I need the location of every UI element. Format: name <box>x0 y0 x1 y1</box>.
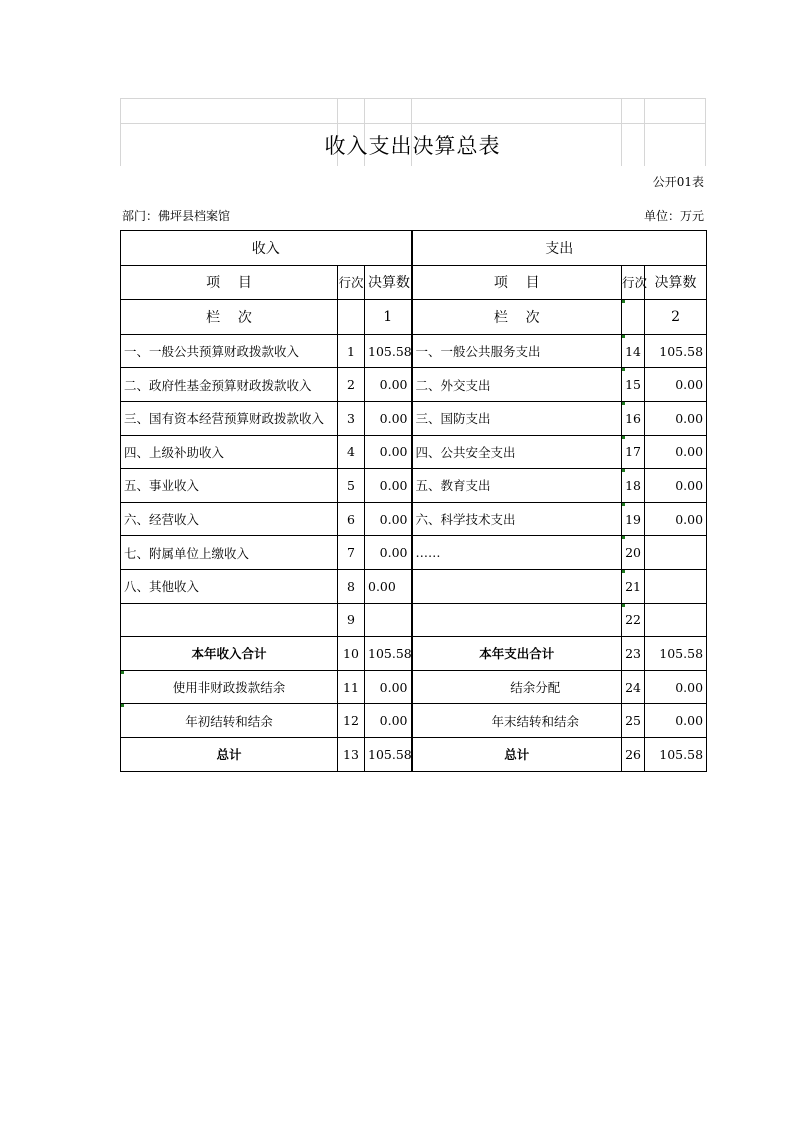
unit-label: 单位：万元 <box>643 209 704 223</box>
expense-rowno-cell: 25 <box>622 704 645 738</box>
expense-item-cell: 结余分配 <box>412 670 622 704</box>
expense-item-cell: …… <box>412 536 622 570</box>
income-rowno-cell: 12 <box>338 704 365 738</box>
income-rowno-cell: 13 <box>338 737 365 771</box>
expense-item-cell: 本年支出合计 <box>412 637 622 671</box>
department-label: 部门：佛坪县档案馆 <box>122 209 231 223</box>
expense-item-cell: 一、一般公共服务支出 <box>412 334 622 368</box>
table-row <box>121 502 707 536</box>
expense-amount-cell <box>645 536 707 570</box>
income-rowno-cell: 9 <box>338 603 365 637</box>
income-rowno-cell: 10 <box>338 637 365 671</box>
income-amount-cell: 0.00 <box>365 435 412 469</box>
expense-item-cell <box>412 569 622 603</box>
expense-rowno-cell: 20 <box>622 536 645 570</box>
total-row <box>121 737 707 771</box>
expense-rowno-cell: 19 <box>622 502 645 536</box>
income-rowno-cell: 5 <box>338 469 365 503</box>
total-row <box>121 704 707 738</box>
table-row <box>121 603 707 637</box>
income-item-cell: 七、附属单位上缴收入 <box>121 536 338 570</box>
total-row <box>121 637 707 671</box>
income-item-cell <box>121 603 338 637</box>
table-row <box>121 368 707 402</box>
expense-item-cell: 二、外交支出 <box>412 368 622 402</box>
expense-amount-cell: 0.00 <box>645 704 707 738</box>
expense-rowno-cell: 24 <box>622 670 645 704</box>
expense-item-cell: 五、教育支出 <box>412 469 622 503</box>
table-row <box>121 435 707 469</box>
income-rowno-header: 行次 <box>338 265 365 300</box>
income-item-cell: 三、国有资本经营预算财政拨款收入 <box>121 401 338 435</box>
income-item-cell: 五、事业收入 <box>121 469 338 503</box>
expense-rowno-cell: 15 <box>622 368 645 402</box>
expense-column-blank <box>622 300 645 335</box>
income-amount-cell: 0.00 <box>365 569 412 603</box>
income-amount-cell: 0.00 <box>365 368 412 402</box>
income-item-cell: 本年收入合计 <box>121 637 338 671</box>
column-header-row <box>121 265 707 300</box>
expense-column-number: 2 <box>645 300 707 335</box>
expense-item-cell: 六、科学技术支出 <box>412 502 622 536</box>
expense-rowno-cell: 17 <box>622 435 645 469</box>
table-row <box>121 401 707 435</box>
expense-rowno-cell: 16 <box>622 401 645 435</box>
income-item-cell: 六、经营收入 <box>121 502 338 536</box>
income-amount-cell: 105.58 <box>365 334 412 368</box>
expense-rowno-header: 行次 <box>622 265 645 300</box>
form-number: 公开01表 <box>652 175 704 189</box>
income-amount-cell: 0.00 <box>365 670 412 704</box>
expense-amount-cell: 0.00 <box>645 368 707 402</box>
total-row <box>121 670 707 704</box>
expense-rowno-cell: 21 <box>622 569 645 603</box>
income-rowno-cell: 4 <box>338 435 365 469</box>
column-index-row <box>121 300 707 335</box>
income-amount-cell: 0.00 <box>365 401 412 435</box>
income-column-label: 栏 次 <box>121 300 338 335</box>
table-row <box>121 334 707 368</box>
income-rowno-cell: 8 <box>338 569 365 603</box>
income-group-header: 收入 <box>121 231 412 266</box>
expense-column-label: 栏 次 <box>412 300 622 335</box>
expense-amount-cell: 105.58 <box>645 637 707 671</box>
table-row <box>121 569 707 603</box>
income-item-cell: 使用非财政拨款结余 <box>121 670 338 704</box>
income-item-cell: 一、一般公共预算财政拨款收入 <box>121 334 338 368</box>
income-rowno-cell: 11 <box>338 670 365 704</box>
income-rowno-cell: 7 <box>338 536 365 570</box>
expense-item-header: 项 目 <box>412 265 622 300</box>
income-rowno-cell: 3 <box>338 401 365 435</box>
group-header-row <box>121 231 707 266</box>
expense-item-cell <box>412 603 622 637</box>
income-amount-cell: 105.58 <box>365 637 412 671</box>
expense-amount-cell: 0.00 <box>645 435 707 469</box>
expense-amount-cell <box>645 569 707 603</box>
expense-amount-cell: 0.00 <box>645 401 707 435</box>
income-item-cell: 总计 <box>121 737 338 771</box>
table-row <box>121 469 707 503</box>
income-item-cell: 二、政府性基金预算财政拨款收入 <box>121 368 338 402</box>
table-row <box>121 536 707 570</box>
income-item-cell: 四、上级补助收入 <box>121 435 338 469</box>
income-amount-cell: 0.00 <box>365 502 412 536</box>
page-title: 收入支出决算总表 <box>324 134 501 158</box>
expense-amount-cell: 0.00 <box>645 502 707 536</box>
income-rowno-cell: 6 <box>338 502 365 536</box>
income-amount-cell <box>365 603 412 637</box>
budget-summary-table <box>120 230 707 772</box>
expense-amount-cell: 0.00 <box>645 469 707 503</box>
income-item-cell: 八、其他收入 <box>121 569 338 603</box>
income-column-blank <box>338 300 365 335</box>
income-column-number: 1 <box>365 300 412 335</box>
expense-rowno-cell: 22 <box>622 603 645 637</box>
expense-item-cell: 三、国防支出 <box>412 401 622 435</box>
expense-rowno-cell: 14 <box>622 334 645 368</box>
expense-rowno-cell: 23 <box>622 637 645 671</box>
income-item-cell: 年初结转和结余 <box>121 704 338 738</box>
income-amount-cell: 105.58 <box>365 737 412 771</box>
expense-rowno-cell: 26 <box>622 737 645 771</box>
expense-amount-cell: 0.00 <box>645 670 707 704</box>
expense-item-cell: 总计 <box>412 737 622 771</box>
expense-rowno-cell: 18 <box>622 469 645 503</box>
expense-amount-header: 决算数 <box>645 265 707 300</box>
income-rowno-cell: 2 <box>338 368 365 402</box>
expense-item-cell: 四、公共安全支出 <box>412 435 622 469</box>
income-amount-cell: 0.00 <box>365 704 412 738</box>
income-amount-cell: 0.00 <box>365 536 412 570</box>
income-amount-header: 决算数 <box>365 265 412 300</box>
expense-amount-cell: 105.58 <box>645 737 707 771</box>
income-item-header: 项 目 <box>121 265 338 300</box>
income-amount-cell: 0.00 <box>365 469 412 503</box>
expense-amount-cell: 105.58 <box>645 334 707 368</box>
expense-group-header: 支出 <box>412 231 707 266</box>
income-rowno-cell: 1 <box>338 334 365 368</box>
expense-amount-cell <box>645 603 707 637</box>
expense-item-cell: 年末结转和结余 <box>412 704 622 738</box>
